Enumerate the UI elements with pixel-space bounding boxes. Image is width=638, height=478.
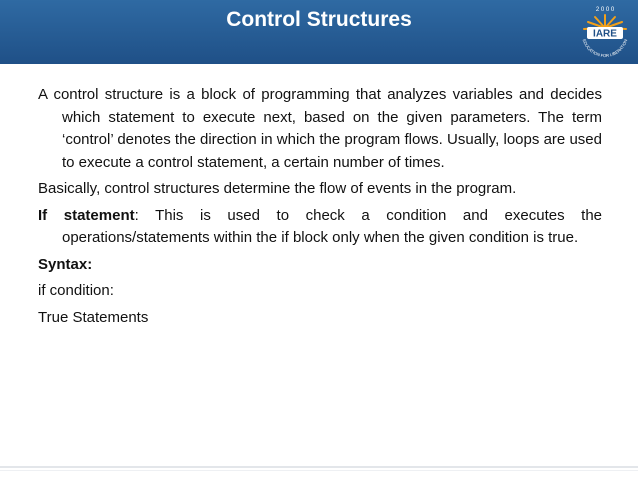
logo-motto: EDUCATION FOR LIBERATION — [581, 38, 629, 59]
paragraph-basically: Basically, control structures determine the flow of events in the program. — [38, 180, 517, 197]
svg-text:EDUCATION FOR LIBERATION — [582, 38, 629, 58]
footer-divider-secondary — [0, 470, 638, 471]
if-statement-label: If statement — [38, 206, 135, 224]
paragraph-if-statement — [38, 205, 602, 250]
slide-title: Control Structures — [226, 8, 412, 31]
logo-rays — [584, 15, 626, 29]
syntax-heading: Syntax: — [38, 255, 93, 273]
logo-name: IARE — [593, 28, 617, 40]
footer-divider — [0, 466, 638, 468]
if-statement-text: : This is used to check a condition and executes the operations/statements within the if block only when the given condition is true. — [62, 206, 603, 246]
logo-year: 2 0 0 0 — [595, 7, 615, 13]
slide-body — [38, 84, 602, 333]
iare-logo-icon — [574, 2, 636, 62]
title-bar — [0, 0, 638, 64]
code-line-if: if condition: — [38, 282, 114, 299]
code-line-true-statements: True Statements — [38, 308, 149, 326]
paragraph-control-structure: A control structure is a block of programming that analyzes variables and decides which statement to execute next, based on the given parameters. The term ‘control’ denotes the direction in which the program flows. Usually, loops are used to execute a control statement, a certain number of times. — [38, 86, 602, 171]
